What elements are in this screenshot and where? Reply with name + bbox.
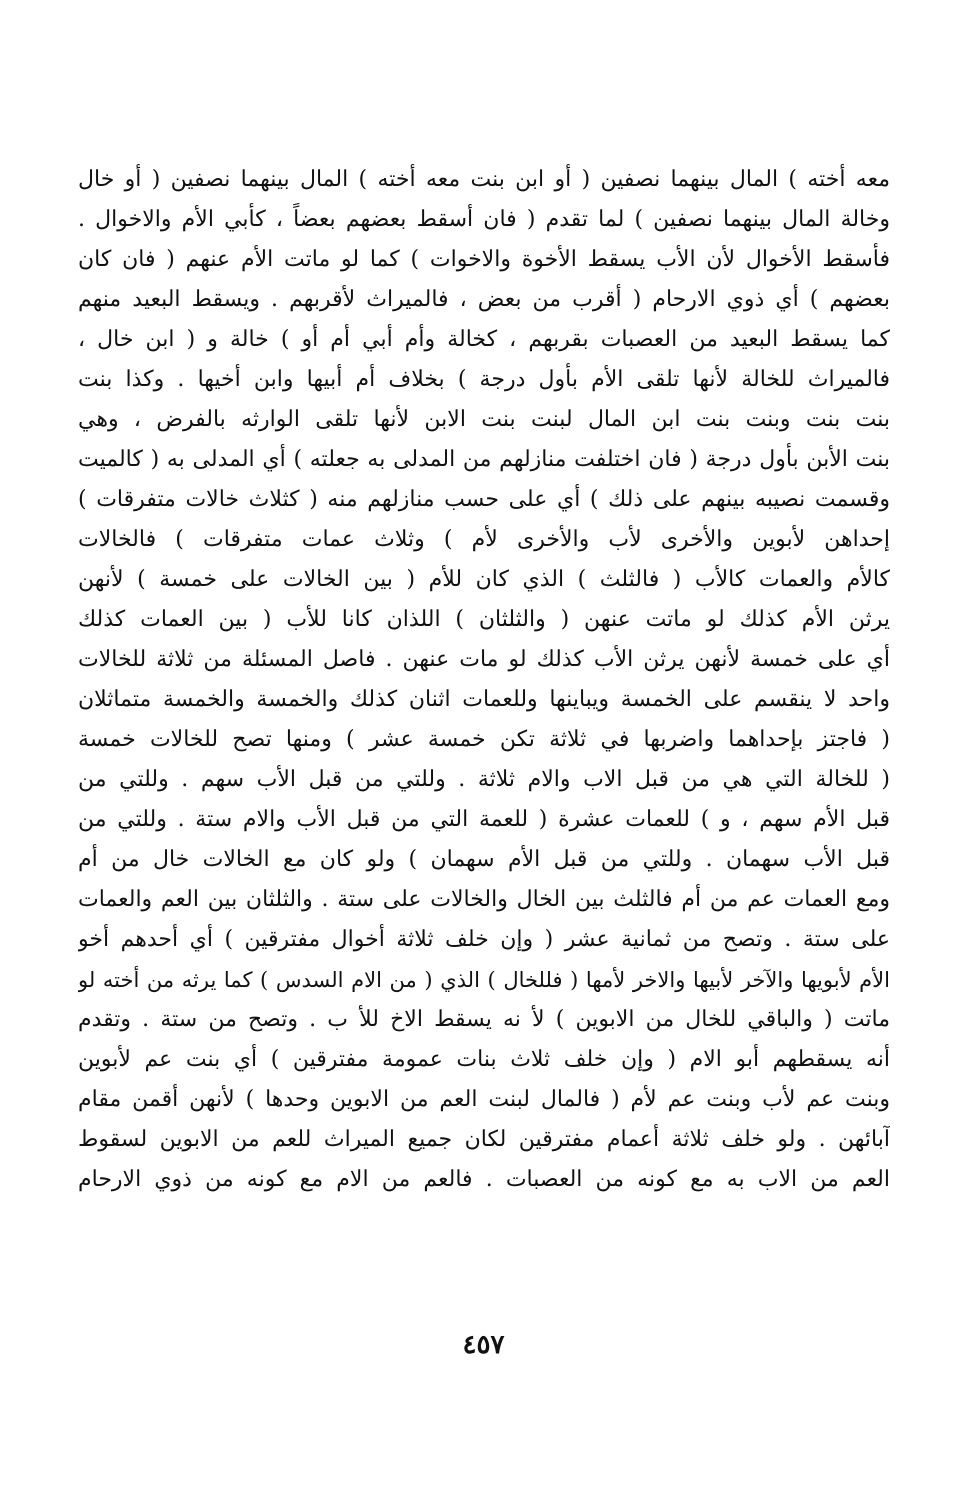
text-line: على ستة . وتصح من ثمانية عشر ( وإن خلف ثلاثة أخوال مفترقين ) أي أحدهم أخو (78, 927, 890, 952)
text-line: بنت الأبن بأول درجة ( فان اختلفت منازلهم من المدلى به جعلته ) أي المدلى به ( كالميت (78, 447, 890, 472)
text-line: فالميراث للخالة لأنها تلقى الأم بأول درجة ) بخلاف أم أبيها وابن أخيها . وكذا بنت (78, 367, 890, 392)
text-line: كما يسقط البعيد من العصبات بقربهم ، كخالة وأم أبي أم أو ) خالة و ( ابن خال ، (78, 327, 890, 352)
text-line: إحداهن لأبوين والأخرى لأب والأخرى لأم ) وثلاث عمات متفرقات ) فالخالات (78, 527, 890, 552)
text-line: معه أخته ) المال بينهما نصفين ( أو ابن بنت معه أخته ) المال بينهما نصفين ( أو خال (78, 167, 890, 192)
text-line: وقسمت نصيبه بينهم على ذلك ) أي على حسب منازلهم منه ( كثلاث خالات متفرقات ) (78, 487, 890, 512)
text-line: فأسقط الأخوال لأن الأب يسقط الأخوة والاخوات ) كما لو ماتت الأم عنهم ( فان كان (78, 247, 890, 272)
text-line: ماتت ( والباقي للخال من الابوين ) لأ نه يسقط الاخ للأ ب . وتصح من ستة . وتقدم (78, 1007, 890, 1032)
text-line: يرثن الأم كذلك لو ماتت عنهن ( والثلثان ) اللذان كانا للأب ( بين العمات كذلك (78, 607, 890, 632)
text-line: كالأم والعمات كالأب ( فالثلث ) الذي كان للأم ( بين الخالات على خمسة ) لأنهن (78, 567, 890, 592)
text-line: واحد لا ينقسم على الخمسة ويباينها وللعمات اثنان كذلك والخمسة والخمسة متماثلان (78, 687, 890, 712)
body-text (78, 160, 890, 1200)
text-line: آبائهن . ولو خلف ثلاثة أعمام مفترقين لكان جميع الميراث للعم من الابوين لسقوط (78, 1127, 890, 1152)
text-line: ( للخالة التي هي من قبل الاب والام ثلاثة . وللتي من قبل الأب سهم . وللتي من (78, 767, 890, 792)
text-line: قبل الأب سهمان . وللتي من قبل الأم سهمان ) ولو كان مع الخالات خال من أم (78, 847, 890, 872)
text-line: بعضهم ) أي ذوي الارحام ( أقرب من بعض ، فالميراث لأقربهم . ويسقط البعيد منهم (78, 287, 890, 312)
text-line: ومع العمات عم من أم فالثلث بين الخال والخالات على ستة . والثلثان بين العم والعمات (78, 887, 890, 912)
text-line: ( فاجتز بإحداهما واضربها في ثلاثة تكن خمسة عشر ) ومنها تصح للخالات خمسة (78, 727, 890, 752)
text-line: بنت بنت وبنت بنت ابن المال لبنت بنت الابن لأنها تلقى الوارثه بالفرض ، وهي (78, 407, 890, 432)
text-line: العم من الاب به مع كونه من العصبات . فالعم من الام مع كونه من ذوي الارحام (78, 1167, 890, 1192)
text-line: أي على خمسة لأنهن يرثن الأب كذلك لو مات عنهن . فاصل المسئلة من ثلاثة للخالات (78, 647, 890, 672)
text-line: قبل الأم سهم ، و ) للعمات عشرة ( للعمة التي من قبل الأب والام ستة . وللتي من (78, 807, 890, 832)
text-line: وبنت عم لأب وبنت عم لأم ( فالمال لبنت العم من الابوين وحدها ) لأنهن أقمن مقام (78, 1087, 890, 1112)
text-line: وخالة المال بينهما نصفين ) لما تقدم ( فان أسقط بعضهم بعضاً ، كأبي الأم والاخوال . (78, 207, 890, 232)
page-number: ٤٥٧ (462, 1330, 505, 1360)
text-line: أنه يسقطهم أبو الام ( وإن خلف ثلاث بنات عمومة مفترقين ) أي بنت عم لأبوين (78, 1047, 890, 1072)
text-line: الأم لأبويها والآخر لأبيها والاخر لأمها ( فللخال ) الذي ( من الام السدس ) كما يرثه من أخته لو (78, 968, 890, 992)
